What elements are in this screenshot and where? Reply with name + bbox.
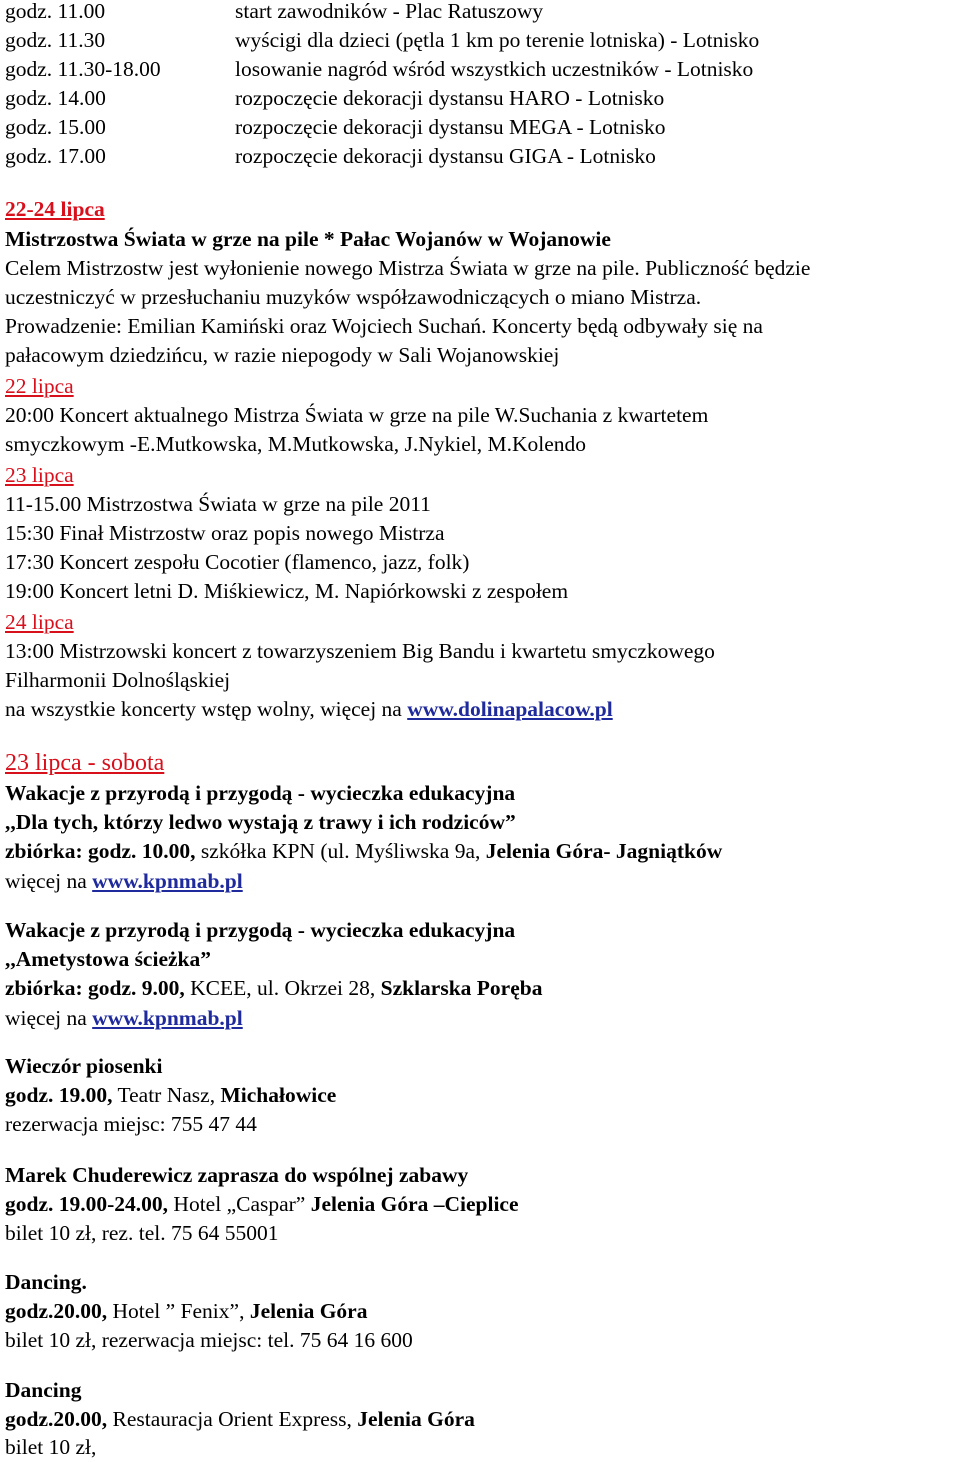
schedule-row [5, 85, 955, 111]
description-line: uczestniczyć w przesłuchaniu muzyków współzawodniczących o miano Mistrza. [5, 285, 702, 309]
description-line: Prowadzenie: Emilian Kamiński oraz Wojciech Suchań. Koncerty będą odbywały się na [5, 314, 763, 338]
event-place: Jelenia Góra [357, 1407, 475, 1431]
day-heading: 24 lipca [5, 610, 74, 634]
schedule-row [5, 0, 955, 24]
schedule-time: godz. 11.30 [5, 28, 106, 52]
schedule-text: rozpoczęcie dekoracji dystansu GIGA - Lotnisko [235, 144, 656, 168]
description-line: Celem Mistrzostw jest wyłonienie nowego Mistrza Świata w grze na pile. Publiczność będzie [5, 256, 811, 280]
event-more [5, 1005, 243, 1031]
event-more [5, 868, 243, 894]
program-line: 20:00 Koncert aktualnego Mistrza Świata w grze na pile W.Suchania z kwartetem [5, 403, 709, 427]
event-venue: Teatr Nasz, [112, 1083, 221, 1107]
event-title: Marek Chuderewicz zaprasza do wspólnej zabawy [5, 1163, 469, 1187]
more-text: więcej na [5, 1006, 93, 1030]
schedule-text: losowanie nagród wśród wszystkich uczestników - Lotnisko [235, 57, 754, 81]
footer-text: na wszystkie koncerty wstęp wolny, więcej na [5, 697, 408, 721]
event-time [5, 1406, 475, 1432]
schedule-row [5, 143, 955, 169]
dolinapalacow-link[interactable]: www.dolinapalacow.pl [407, 697, 613, 721]
event-meeting [5, 838, 722, 864]
program-line: 19:00 Koncert letni D. Miśkiewicz, M. Napiórkowski z zespołem [5, 579, 569, 603]
event-place: Jelenia Góra [249, 1299, 368, 1323]
event-info: bilet 10 zł, rez. tel. 75 64 55001 [5, 1221, 279, 1245]
kpnmab-link[interactable]: www.kpnmab.pl [92, 1006, 243, 1030]
meeting-place: Jelenia Góra- Jagniątków [485, 839, 723, 863]
schedule-row [5, 56, 955, 82]
event-time-value: godz.20.00, [5, 1299, 108, 1323]
event-info: bilet 10 zł, [5, 1435, 97, 1459]
event-time-value: godz. 19.00-24.00, [5, 1192, 169, 1216]
event-info: bilet 10 zł, rezerwacja miejsc: tel. 75 64 16 600 [5, 1328, 413, 1352]
program-line: 11-15.00 Mistrzostwa Świata w grze na pile 2011 [5, 492, 431, 516]
schedule-text: wyścigi dla dzieci (pętla 1 km po terenie lotniska) - Lotnisko [235, 28, 760, 52]
meeting-address: szkółka KPN (ul. Myśliwska 9a, [195, 839, 486, 863]
event-time-value: godz.20.00, [5, 1407, 108, 1431]
schedule-time: godz. 11.30-18.00 [5, 57, 161, 81]
schedule-text: rozpoczęcie dekoracji dystansu HARO - Lotnisko [235, 86, 665, 110]
event-subtitle: ,,Ametystowa ścieżka” [5, 947, 211, 971]
event-title: Wieczór piosenki [5, 1054, 163, 1078]
event-title: Wakacje z przyrodą i przygodą - wycieczka edukacyjna [5, 781, 516, 805]
meeting-place: Szklarska Poręba [380, 976, 543, 1000]
schedule-row [5, 114, 955, 140]
program-line: Filharmonii Dolnośląskiej [5, 668, 231, 692]
meeting-time: zbiórka: godz. 10.00, [5, 839, 196, 863]
schedule-time: godz. 15.00 [5, 115, 106, 139]
program-line: 15:30 Finał Mistrzostw oraz popis nowego Mistrza [5, 521, 445, 545]
kpnmab-link[interactable]: www.kpnmab.pl [92, 869, 243, 893]
program-line: smyczkowym -E.Mutkowska, M.Mutkowska, J.Nykiel, M.Kolendo [5, 432, 587, 456]
footer-line [5, 696, 613, 722]
event-title: Wakacje z przyrodą i przygodą - wycieczka edukacyjna [5, 918, 516, 942]
event-title: Dancing [5, 1378, 82, 1402]
section-date: 22-24 lipca [5, 197, 105, 221]
event-time [5, 1191, 519, 1217]
day-heading: 22 lipca [5, 374, 74, 398]
schedule-time: godz. 11.00 [5, 0, 106, 23]
event-venue: Hotel ” Fenix”, [107, 1299, 250, 1323]
description-line: pałacowym dziedzińcu, w razie niepogody w Sali Wojanowskiej [5, 343, 560, 367]
meeting-address: KCEE, ul. Okrzei 28, [184, 976, 381, 1000]
schedule-time: godz. 17.00 [5, 144, 106, 168]
event-time [5, 1082, 336, 1108]
event-place: Michałowice [220, 1083, 337, 1107]
meeting-time: zbiórka: godz. 9.00, [5, 976, 185, 1000]
program-line: 17:30 Koncert zespołu Cocotier (flamenco, jazz, folk) [5, 550, 470, 574]
day-heading: 23 lipca [5, 463, 74, 487]
program-line: 13:00 Mistrzowski koncert z towarzyszeniem Big Bandu i kwartetu smyczkowego [5, 639, 715, 663]
event-time-value: godz. 19.00, [5, 1083, 113, 1107]
event-title: Dancing. [5, 1270, 87, 1294]
section-title: Mistrzostwa Świata w grze na pile * Pałac Wojanów w Wojanowie [5, 227, 611, 251]
schedule-time: godz. 14.00 [5, 86, 106, 110]
schedule-row [5, 27, 955, 53]
event-meeting [5, 975, 542, 1001]
event-subtitle: ,,Dla tych, którzy ledwo wystają z trawy i ich rodziców” [5, 810, 516, 834]
event-venue: Restauracja Orient Express, [107, 1407, 358, 1431]
event-time [5, 1298, 367, 1324]
event-place: Jelenia Góra –Cieplice [310, 1192, 519, 1216]
schedule-text: start zawodników - Plac Ratuszowy [235, 0, 544, 23]
schedule-text: rozpoczęcie dekoracji dystansu MEGA - Lotnisko [235, 115, 666, 139]
event-info: rezerwacja miejsc: 755 47 44 [5, 1112, 257, 1136]
event-venue: Hotel „Caspar” [168, 1192, 311, 1216]
section-heading: 23 lipca - sobota [5, 750, 165, 776]
more-text: więcej na [5, 869, 93, 893]
